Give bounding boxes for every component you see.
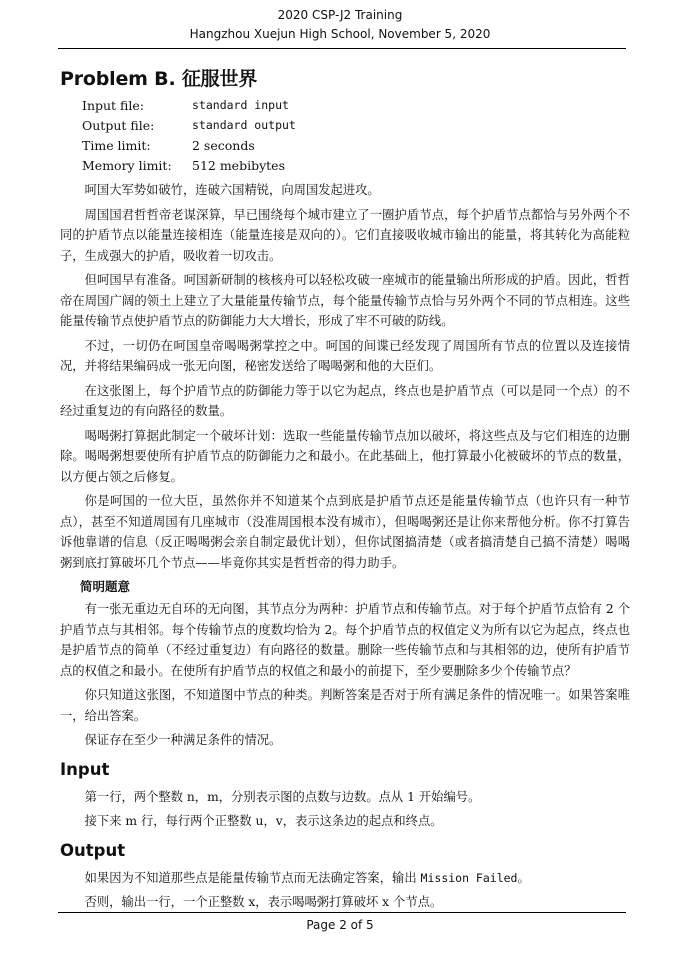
footer-divider [58, 912, 626, 913]
meta-row-time [82, 138, 296, 158]
meta-row-input [82, 98, 296, 118]
story-paragraph: 但呵国早有准备。呵国新研制的核核舟可以轻松攻破一座城市的能量输出所形成的护盾。因此，哲哲帝在周国广阔的领土上建立了大量能量传输节点，每个能量传输节点恰与另外两个不同的节点相连。这些能量传输节点使护盾节点的防御能力大大增长，形成了牢不可破的防线。 [60, 273, 630, 328]
input-heading: Input [60, 759, 110, 779]
page-number: Page 2 of 5 [306, 918, 374, 932]
meta-value: standard output [192, 118, 296, 132]
header-title: 2020 CSP-J2 Training [277, 8, 403, 22]
brief-paragraph: 保证存在至少一种满足条件的情况。 [84, 733, 282, 747]
story-paragraph: 不过，一切仍在呵国皇帝喝喝粥掌控之中。呵国的间谍已经发现了周国所有节点的位置以及连接情况，并将结果编码成一张无向图，秘密发送给了喝喝粥和他的大臣们。 [60, 338, 630, 373]
meta-value: 2 seconds [192, 138, 255, 153]
brief-heading: 简明题意 [80, 579, 131, 594]
problem-body [60, 180, 630, 917]
story-paragraph: 在这张图上，每个护盾节点的防御能力等于以它为起点，终点也是护盾节点（可以是同一个点）的不经过重复边的有向路径的数量。 [60, 383, 630, 418]
header-subtitle: Hangzhou Xuejun High School, November 5, 2020 [189, 27, 491, 41]
story-paragraph: 呵国大军势如破竹，连破六国精锐，向周国发起进攻。 [84, 183, 380, 197]
output-text: 如果因为不知道那些点是能量传输节点而无法确定答案，输出 [84, 870, 417, 885]
output-line: 否则，输出一行，一个正整数 x，表示喝喝粥打算破坏 x 个节点。 [84, 895, 443, 909]
meta-key: Time limit: [82, 138, 151, 153]
meta-value: standard input [192, 98, 289, 112]
meta-key: Output file: [82, 118, 155, 133]
brief-paragraph: 有一张无重边无自环的无向图，其节点分为两种：护盾节点和传输节点。对于每个护盾节点恰有 2 个护盾节点与其相邻。每个传输节点的度数均恰为 2。每个护盾节点的权值定义为所有以它为起点，终点也是护盾节点的简单（不经过重复边）有向路径的数量。删除一些传输节点和与其相邻的边，使所有护盾节点的权值之和最小。在使所有护盾节点的权值之和最小的前提下，至少要删除多少个传输节点？ [60, 602, 630, 678]
story-paragraph: 周国国君哲哲帝老谋深算，早已围绕每个城市建立了一圈护盾节点，每个护盾节点都恰与另外两个不同的护盾节点以能量连接相连（能量连接是双向的）。它们直接吸收城市输出的能量，将其转化为高能粒子，生成强大的护盾，吸收着一切攻击。 [60, 207, 630, 263]
story-paragraph: 你是呵国的一位大臣，虽然你并不知道某个点到底是护盾节点还是能量传输节点（也许只有一种节点），甚至不知道周国有几座城市（没准周国根本没有城市），但喝喝粥还是让你来帮他分析。你不打算告诉他靠谱的信息（反正喝喝粥会亲自制定最优计划），但你试图搞清楚（或者搞清楚自己搞不清楚）喝喝粥到底打算破坏几个节点——毕竟你其实是哲哲帝的得力助手。 [60, 494, 630, 570]
brief-paragraph: 你只知道这张图，不知道图中节点的种类。判断答案是否对于所有满足条件的情况唯一。如果答案唯一，给出答案。 [60, 688, 630, 723]
output-line [60, 868, 630, 889]
input-line: 第一行，两个整数 n，m，分别表示图的点数与边数。点从 1 开始编号。 [84, 789, 481, 804]
problem-meta [82, 98, 296, 178]
input-line: 接下来 m 行，每行两个正整数 u，v，表示这条边的起点和终点。 [84, 814, 443, 828]
header-divider [58, 48, 626, 49]
meta-row-memory [82, 158, 296, 178]
problem-title: Problem B. 征服世界 [60, 68, 258, 90]
meta-value: 512 mebibytes [192, 158, 285, 173]
meta-row-output [82, 118, 296, 138]
output-text: 。 [517, 870, 530, 885]
output-code: Mission Failed [420, 870, 518, 885]
output-heading: Output [60, 840, 126, 860]
story-paragraph: 喝喝粥打算据此制定一个破坏计划：选取一些能量传输节点加以破坏，将这些点及与它们相连的边删除。喝喝粥想要使所有护盾节点的防御能力之和最小。在此基础上，他打算最小化被破坏的节点的数量，以方便占领之后修复。 [60, 428, 630, 484]
meta-key: Input file: [82, 98, 144, 113]
meta-key: Memory limit: [82, 158, 172, 173]
